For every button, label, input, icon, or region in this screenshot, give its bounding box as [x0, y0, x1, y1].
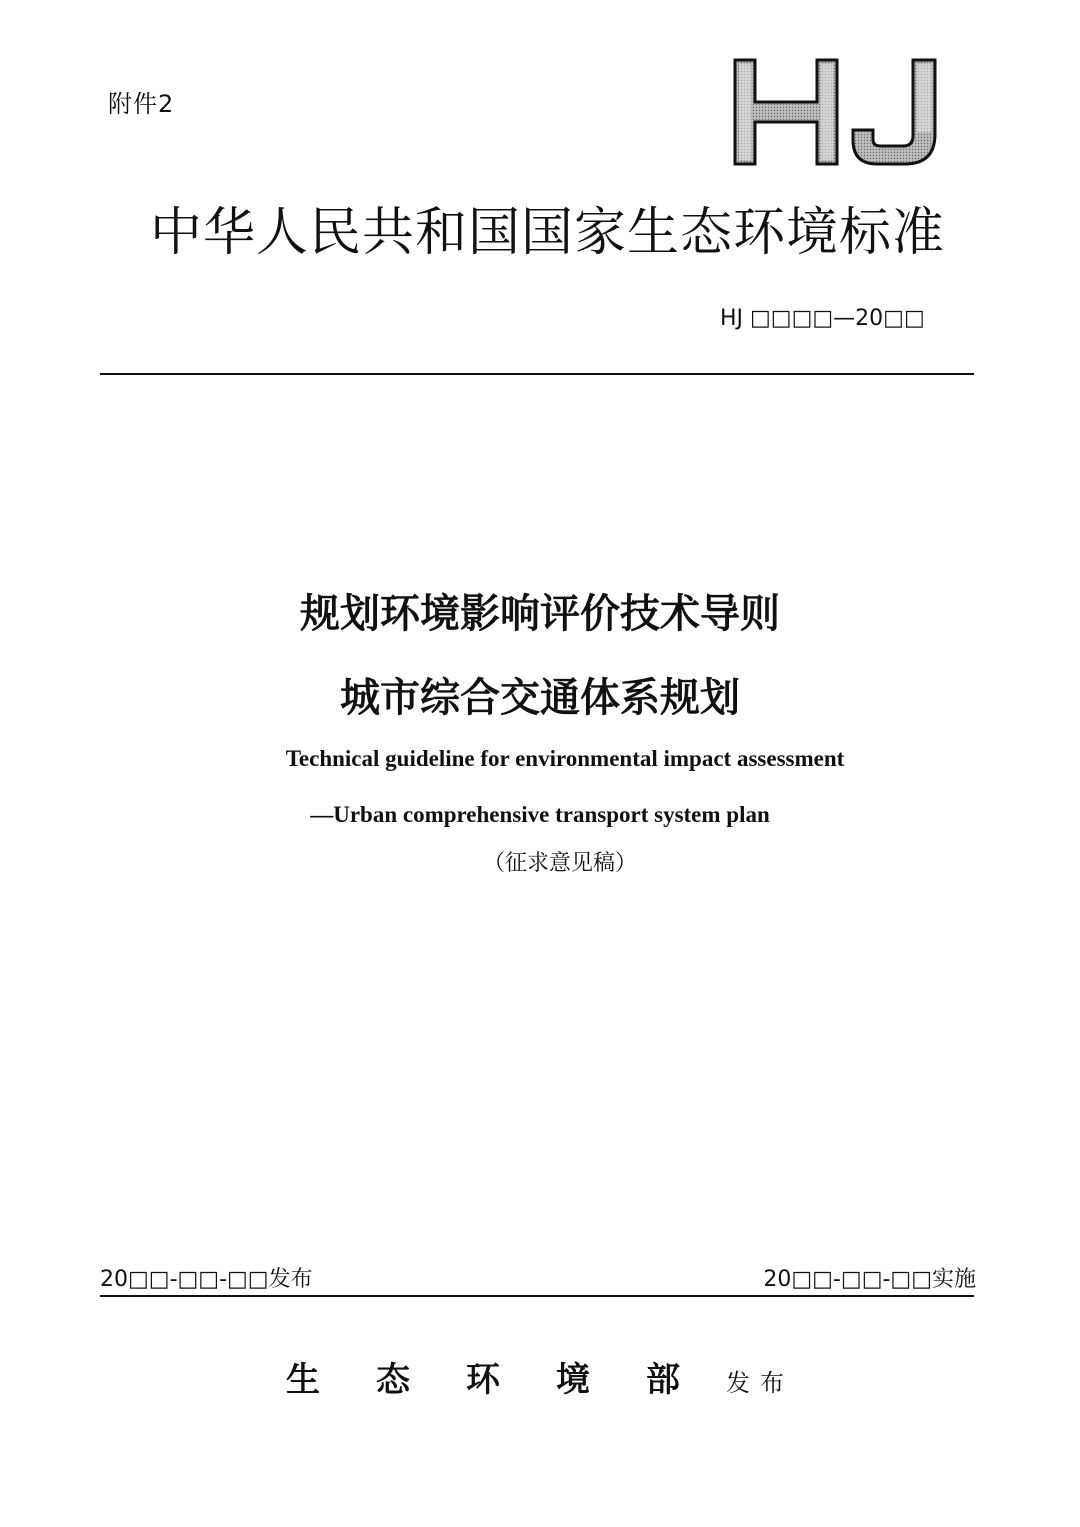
standard-category-title: 中华人民共和国国家生态环境标准: [150, 203, 946, 263]
divider-bottom: [100, 1295, 974, 1297]
hj-logo: [725, 52, 955, 172]
issuer-name: 生态环境部: [286, 1360, 736, 1400]
title-cn-line1: 规划环境影响评价技术导则: [300, 591, 780, 637]
draft-note: （征求意见稿）: [482, 851, 637, 876]
issuer-suffix: 发布: [726, 1369, 794, 1397]
standard-code: HJ □□□□—20□□: [720, 306, 925, 331]
issuer-line: [0, 1352, 1080, 1401]
attachment-label: 附件2: [108, 90, 175, 118]
title-en-line1: Technical guideline for environmental impact assessment: [285, 746, 845, 771]
effective-date: 20□□-□□-□□实施: [763, 1267, 976, 1292]
divider-top: [100, 373, 974, 375]
publish-date: 20□□-□□-□□发布: [100, 1267, 313, 1292]
title-en-line2: —Urban comprehensive transport system plan: [310, 802, 770, 827]
title-cn-line2: 城市综合交通体系规划: [340, 675, 740, 721]
